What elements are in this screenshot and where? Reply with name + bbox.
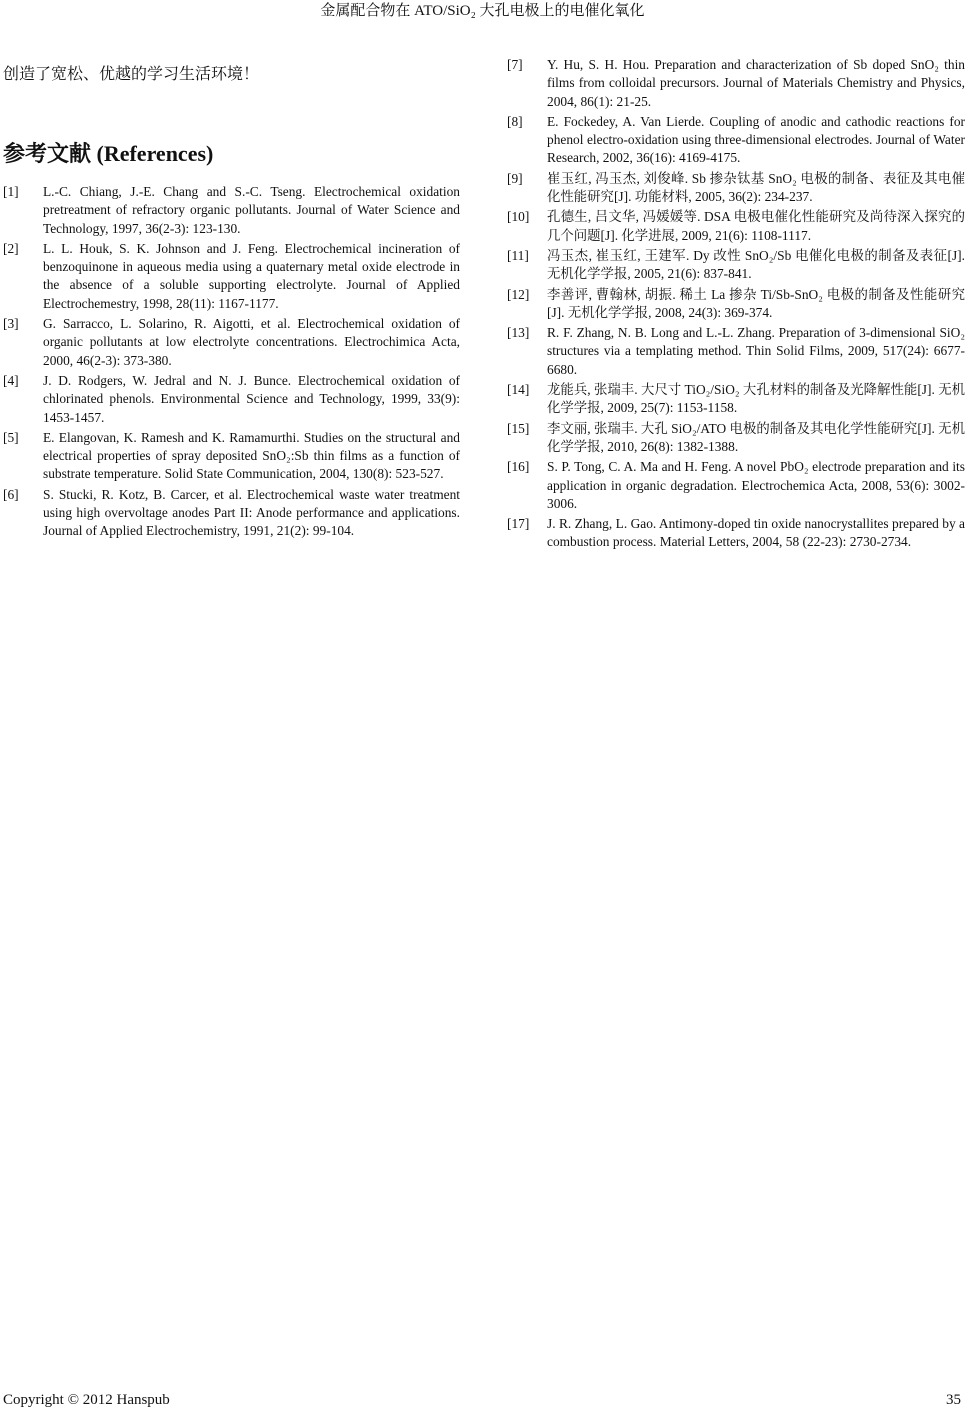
- copyright-notice: Copyright © 2012 Hanspub: [3, 1392, 170, 1408]
- reference-number: [11]: [507, 247, 529, 263]
- reference-entry: [507, 247, 965, 284]
- reference-number: [13]: [507, 325, 530, 341]
- reference-entry: [507, 515, 965, 552]
- reference-text: Y. Hu, S. H. Hou. Preparation and characterization of Sb doped SnO₂ thin films from colloidal precursors. Journal of Materials Chemistry and Physics, 2004, 86(1): 21-25.: [547, 57, 965, 109]
- reference-text: S. Stucki, R. Kotz, B. Carcer, et al. Electrochemical waste water treatment using high overvoltage anodes Part II: Anode performance and applications. Journal of Applied Electrochemistry, 1991, 21(2): 99-104.: [43, 486, 460, 539]
- reference-list-left: [3, 183, 460, 541]
- reference-list-right: [507, 56, 965, 552]
- reference-text: E. Fockedey, A. Van Lierde. Coupling of anodic and cathodic reactions for phenol electro-oxidation using three-dimensional electrodes. Journal of Water Research, 2002, 36(16): 4169-4175.: [547, 113, 965, 166]
- reference-number: [10]: [507, 209, 530, 225]
- reference-text: S. P. Tong, C. A. Ma and H. Feng. A novel PbO₂ electrode preparation and its application in organic degradation. Electrochemica Acta, 2008, 53(6): 3002-3006.: [547, 459, 965, 511]
- reference-number: [16]: [507, 459, 530, 475]
- reference-number: [2]: [3, 240, 19, 256]
- reference-entry: [507, 381, 965, 418]
- reference-text: G. Sarracco, L. Solarino, R. Aigotti, et al. Electrochemical oxidation of organic pollutants at low electrolyte concentrations. Electrochimica Acta, 2000, 46(2-3): 373-380.: [43, 316, 460, 368]
- reference-entry: [3, 315, 460, 370]
- reference-number: [12]: [507, 286, 530, 302]
- reference-entry: [507, 420, 965, 457]
- right-column: [507, 56, 965, 554]
- reference-text: 李善评, 曹翰林, 胡振. 稀土 La 掺杂 Ti/Sb-SnO₂ 电极的制备及性能研究[J]. 无机化学学报, 2008, 24(3): 369-374.: [547, 286, 965, 320]
- reference-number: [5]: [3, 429, 19, 445]
- reference-number: [6]: [3, 486, 19, 502]
- reference-entry: [507, 324, 965, 379]
- reference-number: [14]: [507, 382, 530, 398]
- reference-number: [3]: [3, 316, 19, 332]
- intro-text: 创造了宽松、优越的学习生活环境！: [3, 66, 260, 83]
- reference-entry: [507, 56, 965, 111]
- running-head: 金属配合物在 ATO/SiO₂ 大孔电极上的电催化氧化: [320, 3, 645, 19]
- reference-entry: [3, 429, 460, 484]
- reference-text: L. L. Houk, S. K. Johnson and J. Feng. Electrochemical incineration of benzoquinone in aqueous media using a quaternary metal oxide electrode in the absence of a soluble supporting electrolyte. Journal of Applied Electrochemestry, 1998, 28(11): 1167-1177.: [43, 240, 460, 311]
- reference-number: [17]: [507, 516, 530, 532]
- reference-number: [7]: [507, 57, 523, 72]
- reference-text: 孔德生, 吕文华, 冯媛媛等. DSA 电极电催化性能研究及尚待深入探究的几个问题[J]. 化学进展, 2009, 21(6): 1108-1117.: [547, 209, 965, 243]
- reference-entry: [3, 240, 460, 313]
- left-column: [3, 63, 460, 543]
- reference-text: 冯玉杰, 崔玉红, 王建军. Dy 改性 SnO₂/Sb 电催化电极的制备及表征[J]. 无机化学学报, 2005, 21(6): 837-841.: [547, 247, 965, 282]
- reference-entry: [3, 372, 460, 427]
- reference-entry: [507, 170, 965, 207]
- reference-entry: [3, 486, 460, 541]
- reference-entry: [3, 183, 460, 238]
- reference-number: [15]: [507, 420, 530, 436]
- reference-number: [8]: [507, 113, 523, 129]
- reference-entry: [507, 208, 965, 245]
- references-heading: 参考文献 (References): [3, 141, 214, 166]
- reference-text: J. R. Zhang, L. Gao. Antimony-doped tin oxide nanocrystallites prepared by a combustion process. Material Letters, 2004, 58 (22-23): 2730-2734.: [547, 516, 965, 550]
- reference-number: [1]: [3, 184, 19, 199]
- reference-text: R. F. Zhang, N. B. Long and L.-L. Zhang. Preparation of 3-dimensional SiO₂ structures via a templating method. Thin Solid Films, 2009, 517(24): 6677-6680.: [547, 325, 965, 377]
- reference-text: J. D. Rodgers, W. Jedral and N. J. Bunce. Electrochemical oxidation of chlorinated phenols. Environmental Science and Technology, 1999, 33(9): 1453-1457.: [43, 372, 460, 425]
- reference-number: [4]: [3, 372, 19, 388]
- reference-text: E. Elangovan, K. Ramesh and K. Ramamurthi. Studies on the structural and electrical properties of spray deposited SnO₂:Sb thin films as a function of substrate temperature. Solid State Communication, 2004, 130(8): 523-527.: [43, 429, 460, 482]
- reference-entry: [507, 286, 965, 323]
- reference-entry: [507, 458, 965, 513]
- reference-text: L.-C. Chiang, J.-E. Chang and S.-C. Tseng. Electrochemical oxidation pretreatment of refractory organic pollutants. Journal of Water Science and Technology, 1997, 36(2-3): 123-130.: [43, 184, 460, 236]
- reference-entry: [507, 113, 965, 168]
- reference-text: 龙能兵, 张瑞丰. 大尺寸 TiO₂/SiO₂ 大孔材料的制备及光降解性能[J]. 无机化学学报, 2009, 25(7): 1153-1158.: [547, 382, 965, 416]
- reference-text: 李文丽, 张瑞丰. 大孔 SiO₂/ATO 电极的制备及其电化学性能研究[J]. 无机化学学报, 2010, 26(8): 1382-1388.: [547, 420, 965, 454]
- reference-number: [9]: [507, 170, 523, 186]
- page-number: 35: [946, 1392, 961, 1408]
- reference-text: 崔玉红, 冯玉杰, 刘俊峰. Sb 掺杂钛基 SnO₂ 电极的制备、表征及其电催化性能研究[J]. 功能材料, 2005, 36(2): 234-237.: [547, 170, 965, 205]
